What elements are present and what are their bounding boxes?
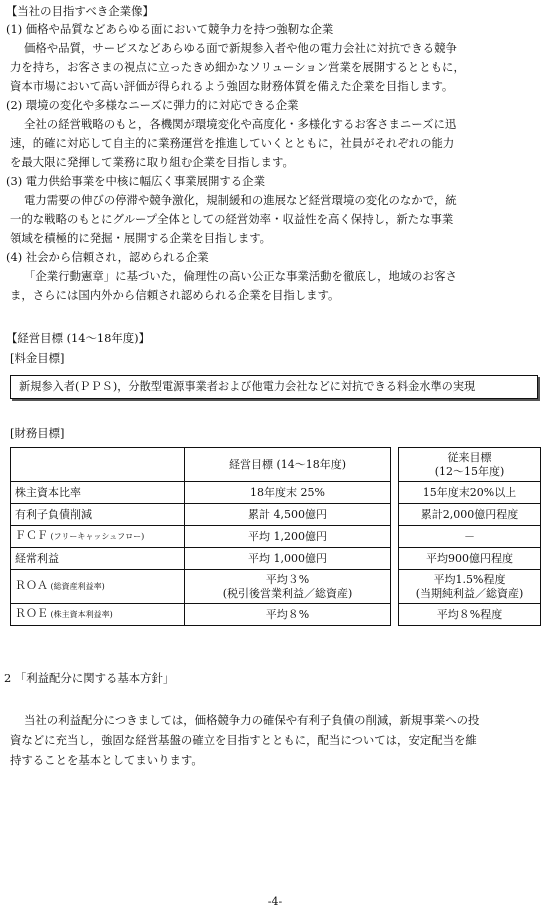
vision-item-2-line-2: 速，的確に対応して自主的に業務運営を推進していくとともに，社員がそれぞれの能力 [10, 136, 455, 150]
vision-item-2-line-3: を最大限に発揮して業務に取り組む企業を目指します。 [10, 155, 294, 169]
row-label-sub: (株主資本利益率) [48, 610, 113, 619]
policy-line-2: 資などに充当し，強固な経営基盤の確立を目指すとともに，配当については，安定配当を維 [10, 733, 477, 747]
row-label-sub: (フリーキャッシュフロー) [48, 532, 145, 541]
vision-item-1-heading: (1) 価格や品質などあらゆる面において競争力を持つ強靭な企業 [6, 22, 334, 36]
row-label [11, 526, 185, 548]
table-row [11, 548, 391, 570]
row-label [11, 570, 185, 604]
vision-item-3-line-2: 一的な戦略のもとにグループ全体としての経営効率・収益性を高く保持し，新たな事業 [10, 212, 454, 226]
vision-item-4-line-2: ま，さらには国内外から信頼され認められる企業を目指します。 [10, 288, 340, 302]
previous-value: 15年度末20%以上 [399, 482, 541, 504]
previous-value: 累計2,000億円程度 [399, 504, 541, 526]
vision-item-1-line-3: 資本市場において高い評価が得られるよう強固な財務体質を備えた企業を目指します。 [10, 79, 454, 93]
table-header-previous: 従来目標 (12～15年度) [399, 448, 541, 482]
row-label: 経常利益 [11, 548, 185, 570]
row-label-main: ＲＯＡ [15, 579, 48, 592]
row-value: 平均８% [185, 604, 391, 626]
rate-target-label: [料金目標] [10, 351, 65, 365]
row-value: 18年度末 25% [185, 482, 391, 504]
targets-title: 【経営目標 (14～18年度)】 [6, 331, 151, 345]
vision-item-1-line-2: 力を持ち，お客さまの視点に立ったきめ細かなソリューション営業を展開するとともに， [10, 60, 465, 74]
table-row [11, 604, 391, 626]
finance-target-table [10, 447, 391, 626]
previous-value: 平均1.5%程度 (当期純利益／総資産) [399, 570, 541, 604]
previous-value: 平均８%程度 [399, 604, 541, 626]
policy-line-3: 持することを基本としてまいります。 [10, 753, 203, 767]
row-value: 平均３% (税引後営業利益／総資産) [185, 570, 391, 604]
vision-item-3-heading: (3) 電力供給事業を中核に幅広く事業展開する企業 [6, 174, 265, 188]
rate-target-box [10, 375, 538, 399]
vision-item-2-line-1: 全社の経営戦略のもと，各機関が環境変化や高度化・多様化するお客さまニーズに迅 [24, 117, 457, 131]
row-label-main: ＦＣＦ [15, 529, 48, 542]
policy-line-1: 当社の利益配分につきましては，価格競争力の確保や有利子負債の削減，新規事業への投 [24, 713, 480, 727]
row-value: 累計 4,500億円 [185, 504, 391, 526]
row-label: 株主資本比率 [11, 482, 185, 504]
row-label-main: ＲＯＥ [15, 607, 48, 620]
section-title: 【当社の目指すべき企業像】 [6, 4, 154, 18]
table-row [11, 504, 391, 526]
policy-title: 2 「利益配分に関する基本方針」 [4, 671, 175, 685]
row-label-sub: (総資産利益率) [48, 582, 105, 591]
previous-target-table [398, 447, 541, 626]
page-number: -4- [267, 895, 283, 908]
rate-target-text: 新規参入者(ＰＰＳ)，分散型電源事業者および他電力会社などに対抗できる料金水準の実現 [19, 380, 476, 393]
vision-item-4-heading: (4) 社会から信頼され，認められる企業 [6, 250, 209, 264]
table-header-blank [11, 448, 185, 482]
vision-item-3-line-1: 電力需要の伸びの停滞や競争激化，規制緩和の進展など経営環境の変化のなかで，統 [24, 193, 457, 207]
vision-item-2-heading: (2) 環境の変化や多様なニーズに弾力的に対応できる企業 [6, 98, 299, 112]
row-value: 平均 1,000億円 [185, 548, 391, 570]
vision-item-3-line-3: 領域を積極的に発掘・展開する企業を目指します。 [10, 231, 272, 245]
table-header-target: 経営目標 (14～18年度) [185, 448, 391, 482]
row-value: 平均 1,200億円 [185, 526, 391, 548]
vision-item-4-line-1: 「企業行動憲章」に基づいた，倫理性の高い公正な事業活動を徹底し，地域のお客さ [24, 269, 457, 283]
finance-target-label: [財務目標] [10, 426, 65, 440]
vision-item-1-line-1: 価格や品質，サービスなどあらゆる面で新規参入者や他の電力会社に対抗できる競争 [24, 41, 457, 55]
table-row [11, 482, 391, 504]
previous-value: － [399, 526, 541, 548]
row-label: 有利子負債削減 [11, 504, 185, 526]
table-row [11, 570, 391, 604]
previous-value: 平均900億円程度 [399, 548, 541, 570]
table-row [11, 526, 391, 548]
row-label [11, 604, 185, 626]
